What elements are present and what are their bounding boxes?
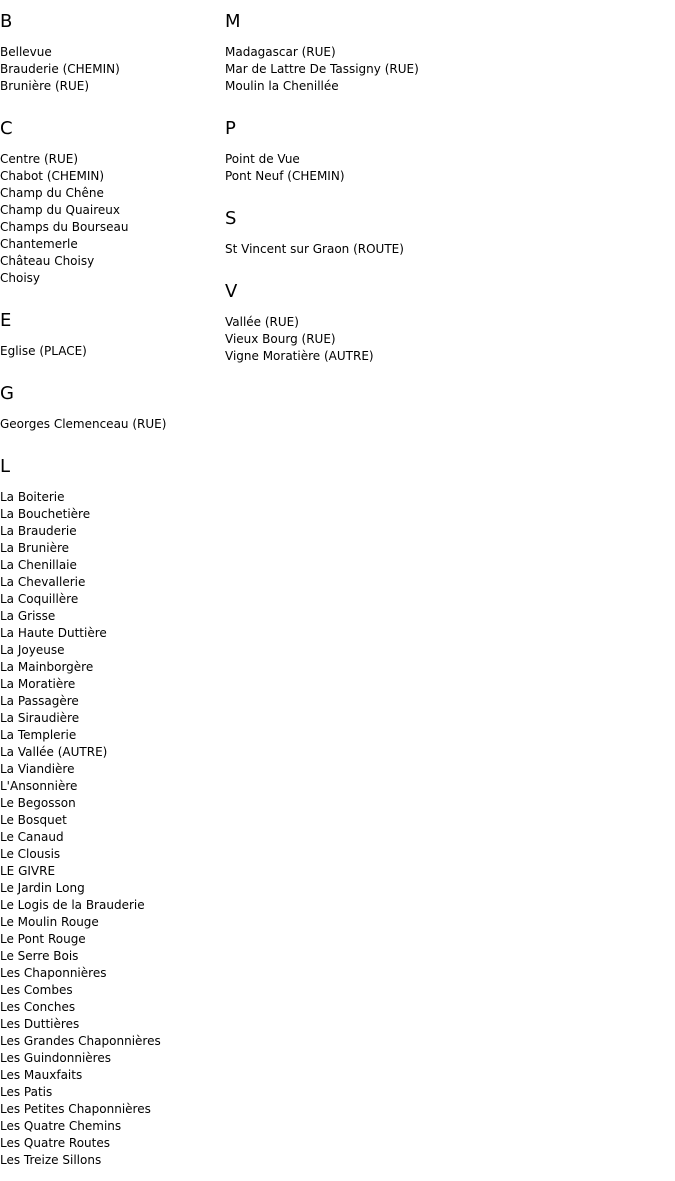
street-name: Madagascar (RUE)	[225, 45, 336, 59]
letter-group-b	[0, 13, 220, 95]
street-name: Les Chaponnières	[0, 966, 107, 980]
street-name: Choisy	[0, 271, 41, 285]
street-name: LE GIVRE	[0, 864, 56, 878]
street-name: La Bouchetière	[0, 507, 91, 521]
group-letter-heading: S	[225, 208, 237, 229]
street-name: La Templerie	[0, 728, 77, 742]
group-letter-heading: G	[0, 383, 14, 404]
street-name: Le Bosquet	[0, 813, 67, 827]
group-letter-heading: M	[225, 11, 241, 32]
group-letter-heading: B	[0, 11, 13, 32]
letter-group-l	[0, 458, 220, 1169]
street-name: Les Conches	[0, 1000, 76, 1014]
street-name: Les Quatre Chemins	[0, 1119, 122, 1133]
street-list	[0, 489, 220, 1169]
street-name: Les Grandes Chaponnières	[0, 1034, 161, 1048]
street-name: Château Choisy	[0, 254, 95, 268]
street-name: Champs du Bourseau	[0, 220, 129, 234]
street-name: Le Canaud	[0, 830, 64, 844]
street-name: La Haute Duttière	[0, 626, 107, 640]
street-name: Vigne Moratière (AUTRE)	[225, 349, 374, 363]
street-name: Champ du Quaireux	[0, 203, 120, 217]
street-index-right-column	[225, 0, 645, 365]
street-name: Les Mauxfaits	[0, 1068, 83, 1082]
street-name: Vieux Bourg (RUE)	[225, 332, 336, 346]
street-name: St Vincent sur Graon (ROUTE)	[225, 242, 404, 256]
street-name: Les Treize Sillons	[0, 1153, 102, 1167]
letter-group-e	[0, 312, 220, 360]
street-name: Le Serre Bois	[0, 949, 79, 963]
street-name: Le Moulin Rouge	[0, 915, 99, 929]
street-name: Georges Clemenceau (RUE)	[0, 417, 167, 431]
group-letter-heading: L	[0, 456, 11, 477]
group-letter-heading: P	[225, 118, 236, 139]
street-list	[0, 416, 220, 433]
street-name: Champ du Chêne	[0, 186, 104, 200]
street-name: L'Ansonnière	[0, 779, 78, 793]
street-name: Eglise (PLACE)	[0, 344, 87, 358]
street-name: La Siraudière	[0, 711, 80, 725]
street-name: Bellevue	[0, 45, 52, 59]
letter-group-v	[225, 283, 645, 365]
street-name: Chantemerle	[0, 237, 78, 251]
street-name: Chabot (CHEMIN)	[0, 169, 105, 183]
street-name: Le Logis de la Brauderie	[0, 898, 145, 912]
street-name: Les Duttières	[0, 1017, 80, 1031]
letter-group-c	[0, 120, 220, 287]
group-letter-heading: V	[225, 281, 238, 302]
group-letter-heading: E	[0, 310, 12, 331]
street-name: Les Quatre Routes	[0, 1136, 110, 1150]
street-list	[0, 343, 220, 360]
letter-group-m	[225, 13, 645, 95]
street-list	[0, 44, 220, 95]
street-list	[0, 151, 220, 287]
street-name: Les Guindonnières	[0, 1051, 111, 1065]
street-name: Le Clousis	[0, 847, 61, 861]
street-name: La Joyeuse	[0, 643, 65, 657]
street-name: Pont Neuf (CHEMIN)	[225, 169, 345, 183]
street-name: Vallée (RUE)	[225, 315, 299, 329]
street-list	[225, 241, 645, 258]
street-index-left-column	[0, 0, 220, 1169]
street-name: Moulin la Chenillée	[225, 79, 339, 93]
street-name: Mar de Lattre De Tassigny (RUE)	[225, 62, 419, 76]
street-name: La Boiterie	[0, 490, 65, 504]
street-name: La Grisse	[0, 609, 56, 623]
street-name: La Moratière	[0, 677, 76, 691]
street-name: Les Combes	[0, 983, 73, 997]
street-name: La Vallée (AUTRE)	[0, 745, 108, 759]
street-name: Le Jardin Long	[0, 881, 85, 895]
street-name: Le Begosson	[0, 796, 76, 810]
street-list	[225, 314, 645, 365]
street-name: Brunière (RUE)	[0, 79, 90, 93]
group-letter-heading: C	[0, 118, 13, 139]
street-name: Le Pont Rouge	[0, 932, 86, 946]
street-name: Les Patis	[0, 1085, 53, 1099]
street-list	[225, 151, 645, 185]
letter-group-p	[225, 120, 645, 185]
street-name: Point de Vue	[225, 152, 300, 166]
street-name: La Viandière	[0, 762, 75, 776]
street-name: La Brunière	[0, 541, 69, 555]
street-name: Les Petites Chaponnières	[0, 1102, 151, 1116]
street-name: La Brauderie	[0, 524, 77, 538]
letter-group-s	[225, 210, 645, 258]
street-name: Centre (RUE)	[0, 152, 79, 166]
street-name: La Chenillaie	[0, 558, 77, 572]
street-list	[225, 44, 645, 95]
street-name: La Chevallerie	[0, 575, 86, 589]
street-name: La Coquillère	[0, 592, 79, 606]
letter-group-g	[0, 385, 220, 433]
street-name: Brauderie (CHEMIN)	[0, 62, 120, 76]
street-name: La Mainborgère	[0, 660, 94, 674]
street-name: La Passagère	[0, 694, 79, 708]
